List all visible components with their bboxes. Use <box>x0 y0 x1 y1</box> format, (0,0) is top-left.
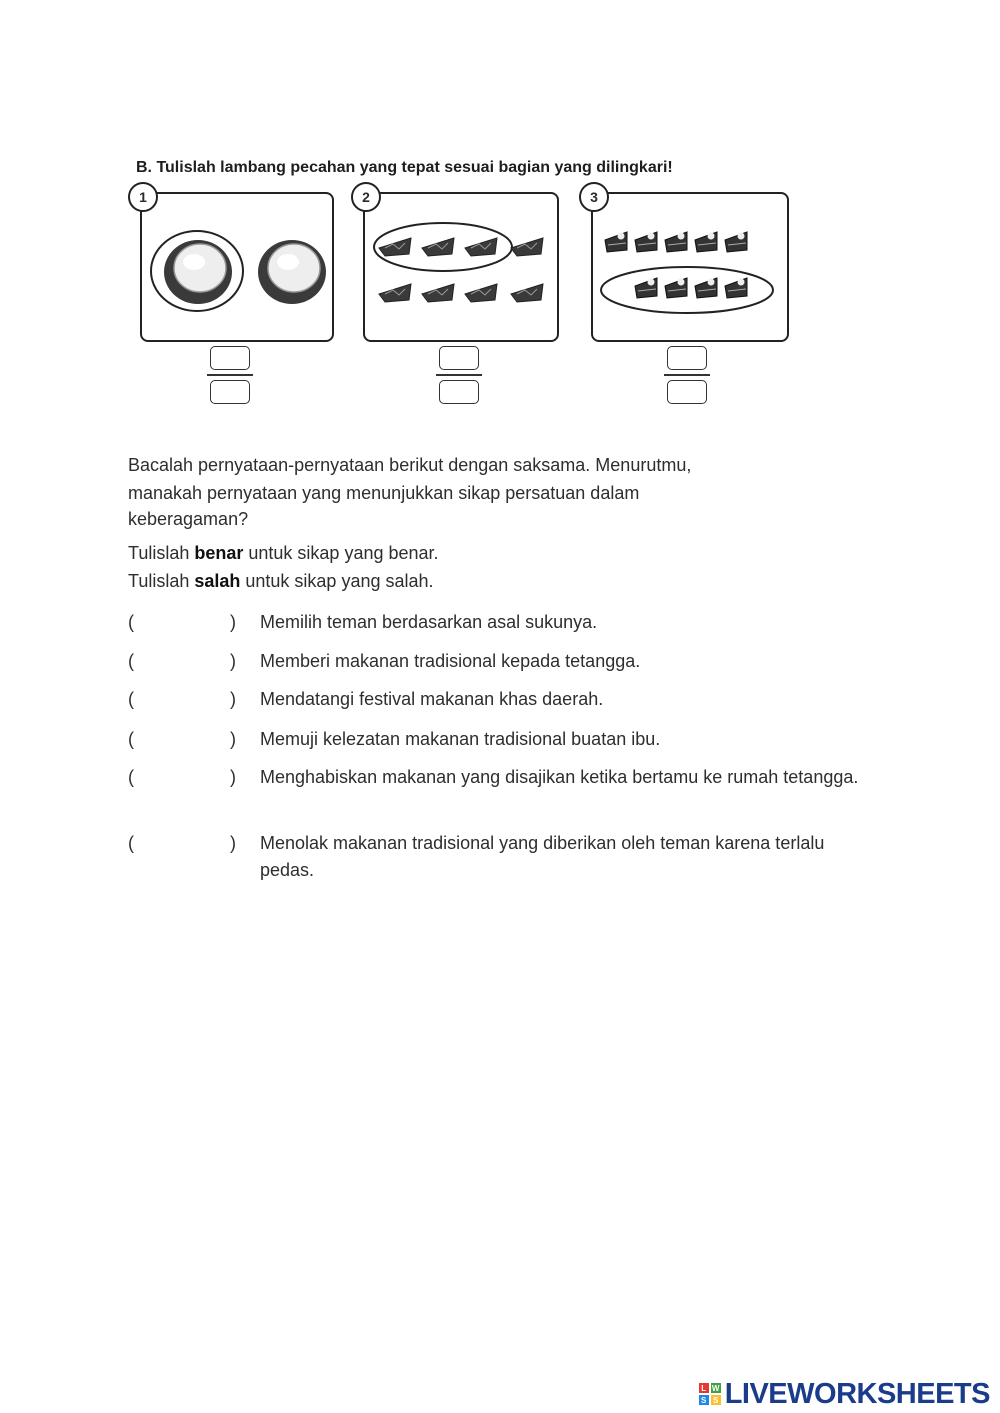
logo-mark-icon <box>699 1383 721 1405</box>
rule-salah <box>128 568 434 595</box>
instruction-line-3: keberagaman? <box>128 509 249 529</box>
instruction-line-2: manakah pernyataan yang menunjukkan sikap persatuan dalam <box>128 483 640 503</box>
rule-benar-post: untuk sikap yang benar. <box>243 543 439 563</box>
logo-cell: S <box>699 1395 709 1405</box>
answer-close-paren: ) <box>230 689 236 709</box>
denominator-input-3[interactable] <box>667 380 707 404</box>
statement-text: Menghabiskan makanan yang disajikan ketika bertamu ke rumah tetangga. <box>260 767 859 787</box>
numerator-input-1[interactable] <box>210 346 250 370</box>
statement-text: Memberi makanan tradisional kepada tetangga. <box>260 651 641 671</box>
triangle-cakes-picture <box>365 194 557 340</box>
problem-1-panel <box>139 189 334 342</box>
answer-open-paren: ( <box>128 612 134 632</box>
layer-cake-slices-picture <box>593 194 787 340</box>
answer-close-paren: ) <box>230 767 236 787</box>
fraction-answer-1 <box>207 346 253 404</box>
coconut-halves-picture <box>142 194 332 340</box>
answer-close-paren: ) <box>230 612 236 632</box>
problem-2-number: 2 <box>351 182 381 212</box>
rule-benar <box>128 540 439 567</box>
problem-1-number: 1 <box>128 182 158 212</box>
problem-3-panel <box>590 189 789 342</box>
statement-text: Memilih teman berdasarkan asal sukunya. <box>260 612 598 632</box>
rule-benar-keyword: benar <box>194 543 244 563</box>
problem-3-number: 3 <box>579 182 609 212</box>
statement-text: Mendatangi festival makanan khas daerah. <box>260 689 604 709</box>
problem-2-panel <box>362 189 559 342</box>
denominator-input-1[interactable] <box>210 380 250 404</box>
rule-benar-pre: Tulislah <box>128 543 195 563</box>
statement-text: Menolak makanan tradisional yang diberikan oleh teman karena terlalu pedas. <box>260 833 825 880</box>
logo-cell: L <box>699 1383 709 1393</box>
answer-open-paren: ( <box>128 651 134 671</box>
instruction-line-1: Bacalah pernyataan-pernyataan berikut dengan saksama. Menurutmu, <box>128 455 692 475</box>
fraction-answer-2 <box>436 346 482 404</box>
answer-close-paren: ) <box>230 833 236 853</box>
section-title: B. Tulislah lambang pecahan yang tepat sesuai bagian yang dilingkari! <box>136 159 673 176</box>
rule-salah-pre: Tulislah <box>128 571 195 591</box>
brand-name: LIVEWORKSHEETS <box>724 1377 990 1410</box>
answer-open-paren: ( <box>128 689 134 709</box>
logo-cell: W <box>711 1383 720 1393</box>
numerator-input-2[interactable] <box>439 346 479 370</box>
fraction-bar-3 <box>664 374 710 376</box>
numerator-input-3[interactable] <box>667 346 707 370</box>
fraction-answer-3 <box>664 346 710 404</box>
statement-text: Memuji kelezatan makanan tradisional buatan ibu. <box>260 729 661 749</box>
answer-open-paren: ( <box>128 729 134 749</box>
rule-salah-keyword: salah <box>194 571 241 591</box>
answer-close-paren: ) <box>230 651 236 671</box>
denominator-input-2[interactable] <box>439 380 479 404</box>
answer-close-paren: ) <box>230 729 236 749</box>
fraction-bar-1 <box>207 374 253 376</box>
liveworksheets-logo <box>699 1377 990 1411</box>
answer-open-paren: ( <box>128 833 134 853</box>
answer-open-paren: ( <box>128 767 134 787</box>
rule-salah-post: untuk sikap yang salah. <box>240 571 434 591</box>
fraction-bar-2 <box>436 374 482 376</box>
logo-cell: S <box>711 1395 721 1405</box>
